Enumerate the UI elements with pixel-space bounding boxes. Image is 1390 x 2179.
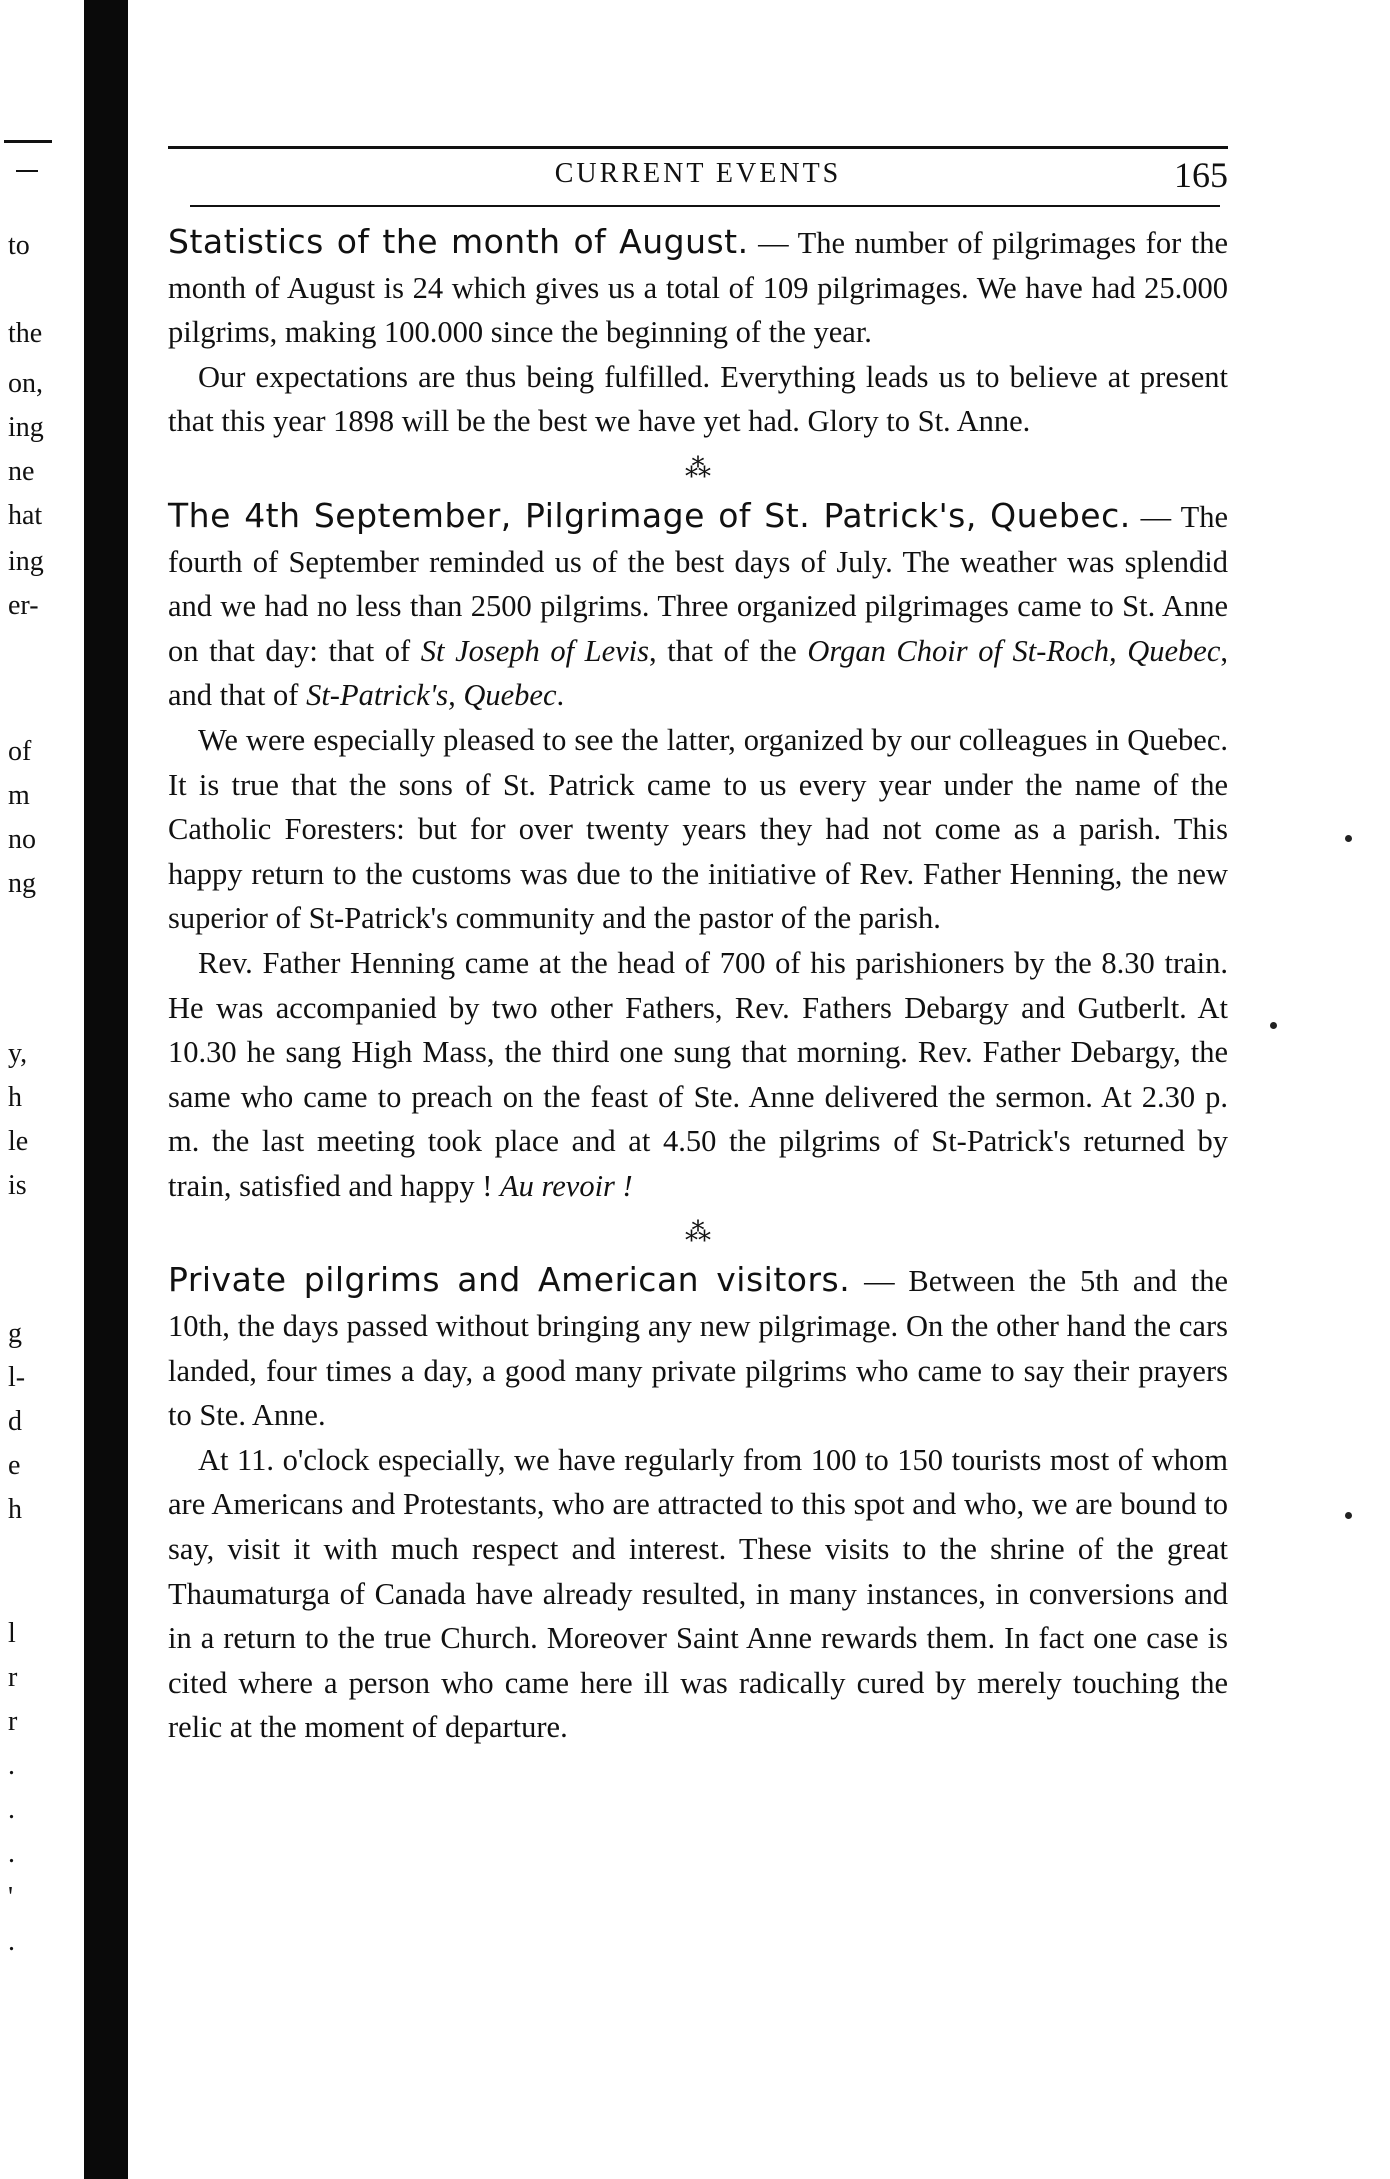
section-heading: Statistics of the month of August. — [168, 222, 749, 261]
facing-page-fragment: er- — [8, 590, 39, 621]
paragraph: At 11. o'clock especially, we have regularly from 100 to 150 tourists most of whom are Americans and Protestants, who are attracted to this spot and who, we are bound to say, visit it with much respect and interest. These visits to the shrine of the great Thaumaturga of Canada have already resulted, in many instances, in conversions and in a return to the true Church. Moreover Saint Anne rewards them. In fact one case is cited where a person who came here ill was radically cured by merely touching the relic at the moment of departure. — [168, 1442, 1228, 1745]
facing-page-fragment: ng — [8, 868, 36, 899]
facing-page-fragment: m — [8, 780, 30, 811]
facing-page-fragment: g — [8, 1318, 22, 1349]
italic-name: St Joseph of Levis — [420, 633, 650, 668]
italic-name: Organ Choir of St-Roch, Quebec — [807, 633, 1221, 668]
speck — [1345, 835, 1352, 842]
section-ornament: ⁂ — [685, 453, 711, 483]
facing-page-edge — [0, 0, 84, 2179]
page-number: 165 — [1174, 155, 1228, 195]
facing-page-fragment: of — [8, 736, 32, 767]
paragraph: Our expectations are thus being fulfilled. Everything leads us to believe at present that this year 1898 will be the best we have yet had. Glory to St. Anne. — [168, 359, 1228, 439]
facing-page-fragment: on, — [8, 368, 43, 399]
facing-page-fragment: l — [8, 1618, 16, 1649]
paragraph-text: — Between the 5th and the 10th, the days passed without bringing any new pilgrimage. On the other hand the cars landed, four times a day, a good many private pilgrims who came to say their prayers to Ste. Anne. — [168, 1264, 1228, 1433]
facing-page-fragment: to — [8, 230, 30, 261]
section-heading: Private pilgrims and American visitors. — [168, 1260, 851, 1300]
paragraph-text: — The number of pilgrimages for the month of August is 24 which gives us a total of 109 pilgrimages. We have had 25.000 pilgrims, making 100.000 since the beginning of the year. — [168, 226, 1229, 350]
binding-gutter — [84, 0, 128, 2179]
facing-page-fragment: h — [8, 1082, 22, 1113]
facing-page-fragment: l- — [8, 1362, 26, 1393]
facing-page-fragment: . — [8, 1838, 15, 1869]
facing-page-fragment: is — [8, 1170, 27, 1201]
facing-page-fragment: ne — [8, 456, 35, 487]
paragraph-text: Rev. Father Henning came at the head of 700 of his parishioners by the 8.30 train. He was accompanied by two other Fathers, Rev. Fathers Debargy and Gutberlt. At 10.30 he sang High Mass, the third one sung that morning. Rev. Father Debargy, the same who came to preach on the feast of Ste. Anne delivered the sermon. At 2.30 p. m. the last meeting took place and at 4.50 the pilgrims of St-Patrick's returned by train, satisfied and happy ! — [168, 945, 1228, 1203]
paragraph-text: , and that of — [168, 633, 1228, 713]
paragraph-text: — The fourth of September reminded us of the best days of July. The weather was splendid and we had no less than 2500 pilgrims. Three organized pilgrimages came to St. Anne on that day: that of — [168, 499, 1228, 668]
section-ornament: ⁂ — [685, 1218, 711, 1248]
paragraph — [168, 1258, 1228, 1437]
section-heading: The 4th September, Pilgrimage of St. Patrick's, Quebec. — [168, 495, 1131, 535]
facing-page-fragment: . — [8, 1794, 15, 1825]
facing-page-fragment: d — [8, 1406, 22, 1437]
header-underline — [190, 205, 1220, 207]
facing-page-rule — [4, 140, 52, 143]
facing-page-fragment: ing — [8, 546, 44, 577]
facing-page-rule-short — [16, 170, 38, 172]
paragraph — [168, 220, 1228, 355]
facing-page-fragment: hat — [8, 500, 43, 531]
facing-page-fragment: ing — [8, 412, 44, 443]
paragraph-text: . — [556, 678, 565, 713]
facing-page-fragment: le — [8, 1126, 29, 1157]
speck — [1345, 1512, 1352, 1519]
running-head-title: CURRENT EVENTS — [554, 158, 842, 189]
paragraph — [168, 494, 1228, 718]
facing-page-fragment: ' — [8, 1882, 14, 1913]
facing-page-fragment: the — [8, 318, 43, 349]
facing-page-fragment: h — [8, 1494, 22, 1525]
speck — [1270, 1022, 1277, 1029]
header-rule — [168, 146, 1228, 149]
facing-page-fragment: r — [8, 1662, 18, 1693]
facing-page-fragment: no — [8, 824, 36, 855]
text-column — [168, 220, 1228, 1750]
facing-page-fragment: y, — [8, 1038, 28, 1069]
facing-page-fragment: e — [8, 1450, 21, 1481]
running-head — [168, 154, 1228, 194]
paragraph-text: , that of the — [649, 633, 797, 668]
paragraph: We were especially pleased to see the latter, organized by our colleagues in Quebec. It is true that the sons of St. Patrick came to us every year under the name of the Catholic Foresters: but for over twenty years they had not come as a parish. This happy return to the customs was due to the initiative of Rev. Father Henning, the new superior of St-Patrick's community and the pastor of the parish. — [168, 722, 1228, 936]
paragraph — [168, 941, 1228, 1209]
facing-page-fragment: . — [8, 1926, 15, 1957]
facing-page-fragment: r — [8, 1706, 18, 1737]
italic-closing: Au revoir ! — [500, 1168, 633, 1203]
italic-name: St-Patrick's, Quebec — [306, 678, 557, 713]
facing-page-fragment: . — [8, 1750, 15, 1781]
